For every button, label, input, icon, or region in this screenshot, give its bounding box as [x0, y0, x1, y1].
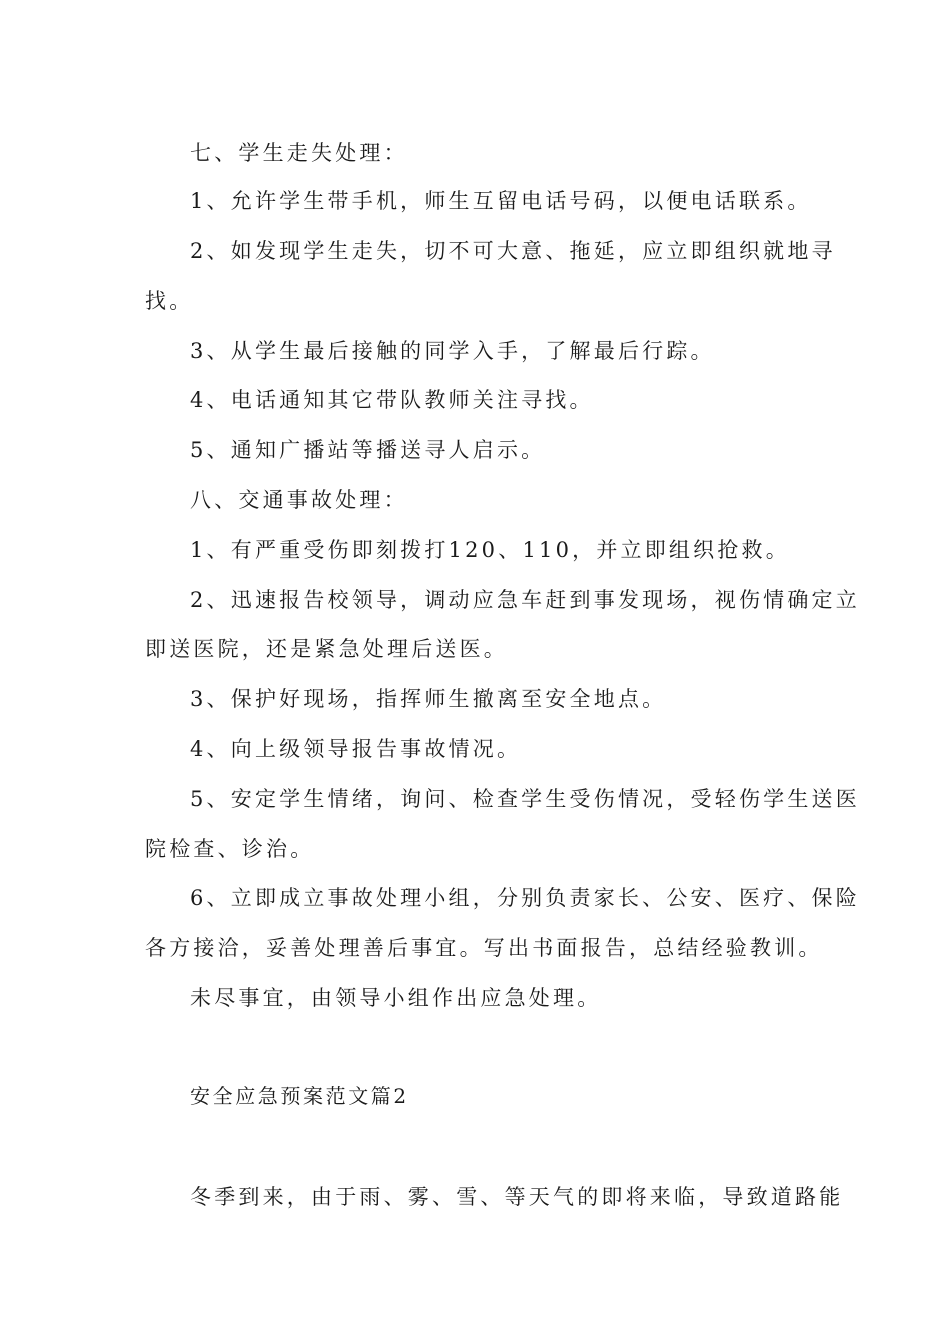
section8-item6-line1: 6、立即成立事故处理小组，分别负责家长、公安、医疗、保险 [190, 886, 860, 910]
section8-item2-line2: 即送医院，还是紧急处理后送医。 [145, 637, 508, 661]
section8-item4: 4、向上级领导报告事故情况。 [190, 737, 522, 761]
section8-heading: 八、交通事故处理： [190, 488, 408, 512]
section7-item2-line2: 找。 [145, 289, 194, 313]
closing-paragraph: 未尽事宜，由领导小组作出应急处理。 [190, 986, 602, 1010]
section8-item2-line1: 2、迅速报告校领导，调动应急车赶到事发现场，视伤情确定立 [190, 588, 860, 612]
section8-item6-line2: 各方接洽，妥善处理善后事宜。写出书面报告，总结经验教训。 [145, 936, 823, 960]
section8-item5-line1: 5、安定学生情绪，询问、检查学生受伤情况，受轻伤学生送医 [190, 787, 860, 811]
section7-item4: 4、电话通知其它带队教师关注寻找。 [190, 388, 594, 412]
section8-item3: 3、保护好现场，指挥师生撤离至安全地点。 [190, 687, 667, 711]
article2-title: 安全应急预案范文篇2 [190, 1084, 409, 1108]
section8-item1: 1、有严重受伤即刻拨打120、110，并立即组织抢救。 [190, 538, 790, 562]
section7-item2-line1: 2、如发现学生走失，切不可大意、拖延，应立即组织就地寻 [190, 239, 836, 263]
section7-item5: 5、通知广播站等播送寻人启示。 [190, 438, 546, 462]
section8-item5-line2: 院检查、诊治。 [145, 837, 315, 861]
article2-intro: 冬季到来，由于雨、雾、雪、等天气的即将来临，导致道路能 [190, 1185, 844, 1209]
section7-item3: 3、从学生最后接触的同学入手，了解最后行踪。 [190, 339, 715, 363]
section7-heading: 七、学生走失处理： [190, 141, 408, 165]
section7-item1: 1、允许学生带手机，师生互留电话号码，以便电话联系。 [190, 189, 812, 213]
